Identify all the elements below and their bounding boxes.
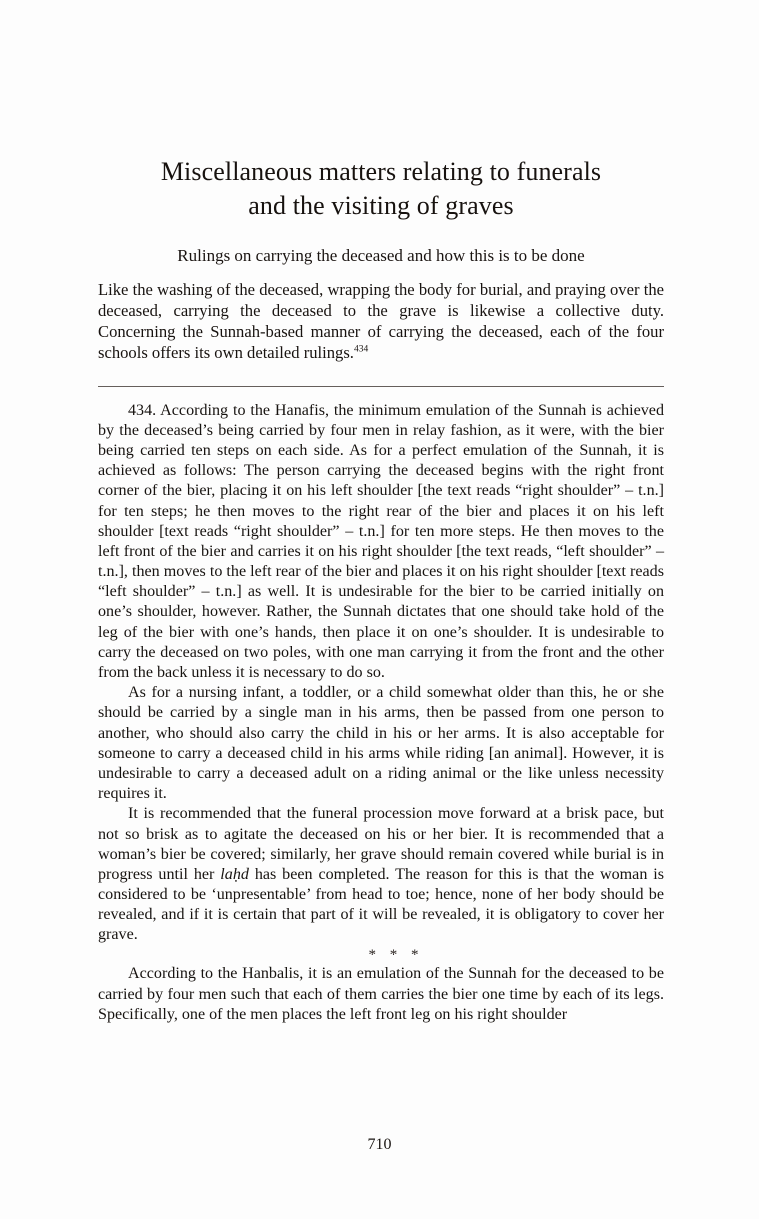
text-column <box>98 0 664 1025</box>
footnote-paragraph-1: 434. According to the Hanafis, the minimum emulation of the Sunnah is achieved by the deceased’s being carried by four men in relay fashion, as it were, with the bier being carried ten steps on each side. As for a perfect emulation of the Sunnah, it is achieved as follows: The person carrying the deceased begins with the right front corner of the bier, placing it on his left shoulder [the text reads “right shoulder” – t.n.] for ten steps; he then moves to the right rear of the bier and places it on his left shoulder [text reads “right shoulder” – t.n.] for ten more steps. He then moves to the left front of the bier and carries it on his right shoulder [the text reads, “left shoulder” – t.n.], then moves to the left rear of the bier and places it on his right shoulder [text reads “left shoulder” – t.n.] as well. It is undesirable for the bier to be carried initially on one’s shoulder, however. Rather, the Sunnah dictates that one should take hold of the leg of the bier with one’s hands, then place it on one’s shoulder. It is undesirable to carry the deceased on two poles, with one man carrying it from the front and the other from the back unless it is necessary to do so. <box>98 401 664 681</box>
footnote-separator-rule <box>98 386 664 387</box>
footnote-paragraph-3 <box>98 804 664 945</box>
transliterated-term-lahd: laḥd <box>220 865 249 883</box>
footnote-paragraph-2: As for a nursing infant, a toddler, or a child somewhat older than this, he or she should be carried by a single man in his arms, then be passed from one person to another, who should also carry the child in his or her arms. It is also acceptable for someone to carry a deceased child in his arms while riding [an animal]. However, it is undesirable to carry a deceased adult on a riding animal or the like unless necessity requires it. <box>98 684 664 803</box>
body-paragraph <box>98 280 664 364</box>
footnote-block <box>98 401 664 1025</box>
page-title-line-1: Miscellaneous matters relating to funerals <box>160 157 602 186</box>
footnote-reference-marker: 434 <box>353 344 369 355</box>
footnote-paragraph-4: According to the Hanbalis, it is an emulation of the Sunnah for the deceased to be carried by four men such that each of them carries the bier one time by each of its legs. Specifically, one of the men places the left front leg on his right shoulder <box>98 965 664 1023</box>
page-number: 710 <box>367 1136 392 1153</box>
footnote-paragraph-3-part-2: has been completed. The reason for this is that the woman is considered to be ‘unpresentable’ from head to toe; hence, none of her body should be revealed, and if it is certain that part of it will be revealed, it is obligatory to cover her grave. <box>98 865 665 944</box>
body-paragraph-text: Like the washing of the deceased, wrapping the body for burial, and praying over the deceased, carrying the deceased to the grave is likewise a collective duty. Concerning the Sunnah-based manner of carrying the deceased, each of the four schools offers its own detailed rulings. <box>98 279 664 362</box>
section-subtitle: Rulings on carrying the deceased and how this is to be done <box>177 245 585 265</box>
page-title-line-2: and the visiting of graves <box>248 191 514 221</box>
page-title <box>98 0 664 224</box>
asterisk-separator: * * * <box>368 946 424 963</box>
footnote-paragraph-3-part-1: It is recommended that the funeral procession move forward at a brisk pace, but not so brisk as to agitate the deceased on his or her bier. It is recommended that a woman’s bier be covered; similarly, her grave should remain covered while burial is in progress until her <box>98 805 664 883</box>
